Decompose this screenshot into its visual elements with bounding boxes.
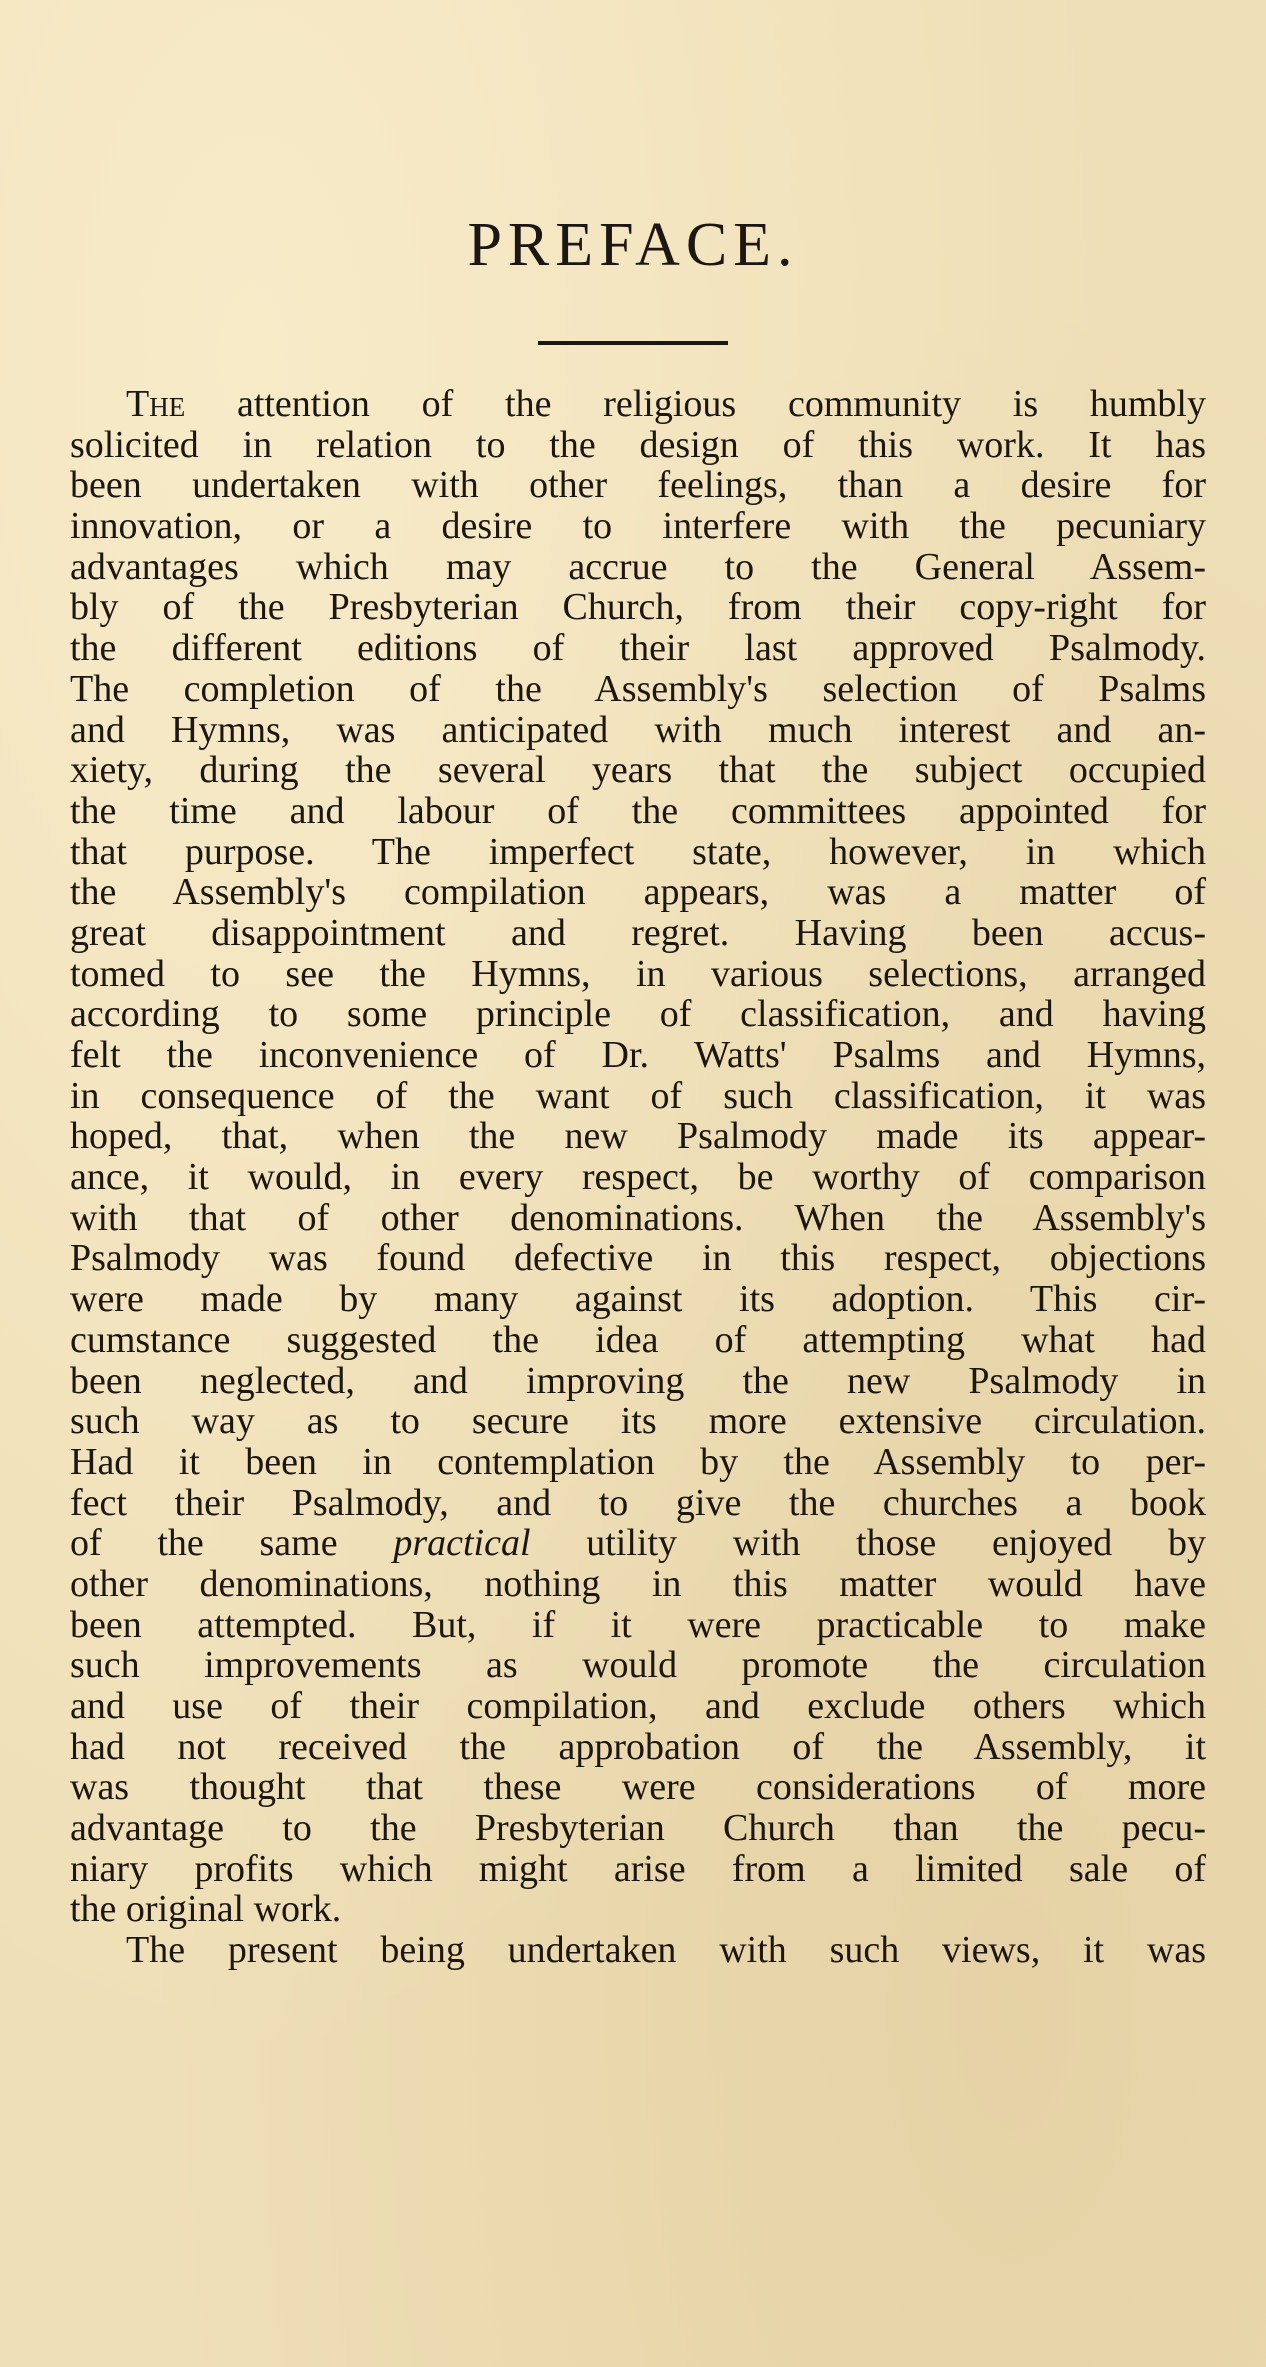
text-line: bly of the Presbyterian Church, from their copy-right for (70, 587, 1206, 629)
text-line: tomed to see the Hymns, in various selections, arranged (70, 953, 1206, 995)
text-line: been undertaken with other feelings, than a desire for (70, 465, 1206, 507)
text-line: Had it been in contemplation by the Assembly to per- (70, 1441, 1206, 1483)
text-line: been neglected, and improving the new Psalmody in (70, 1360, 1206, 1402)
text-line: felt the inconvenience of Dr. Watts' Psalms and Hymns, (70, 1035, 1206, 1076)
text-line: ance, it would, in every respect, be worthy of comparison (70, 1157, 1206, 1198)
text-line: cumstance suggested the idea of attempting what had (70, 1319, 1206, 1361)
drop-word: The (126, 384, 237, 425)
text-line: were made by many against its adoption. This cir- (70, 1279, 1206, 1320)
text-line: the original work. (70, 1889, 342, 1931)
text-line: great disappointment and regret. Having been accus- (70, 912, 1206, 954)
text-line: with that of other denominations. When the Assembly's (70, 1197, 1206, 1239)
text-line: such way as to secure its more extensive circulation. (70, 1401, 1206, 1442)
text-line: hoped, that, when the new Psalmody made its appear- (70, 1116, 1206, 1158)
text-line: The completion of the Assembly's selection of Psalms (70, 668, 1206, 710)
text-line: according to some principle of classification, and having (70, 994, 1206, 1035)
page-title: PREFACE. (467, 211, 799, 279)
text-line: advantage to the Presbyterian Church than the pecu- (70, 1808, 1206, 1849)
text-line: the different editions of their last approved Psalmody. (70, 628, 1206, 669)
text-line: was thought that these were considerations of more (70, 1767, 1206, 1809)
text-line: the Assembly's compilation appears, was a matter of (70, 872, 1206, 913)
text-line: fect their Psalmody, and to give the churches a book (70, 1482, 1206, 1524)
emphasis-word: practical (393, 1523, 531, 1564)
text-line: in consequence of the want of such classification, it was (70, 1075, 1206, 1117)
text-line: advantages which may accrue to the General Assem- (70, 546, 1206, 588)
text-line: other denominations, nothing in this matter would have (70, 1563, 1206, 1605)
text-line: been attempted. But, if it were practicable to make (70, 1604, 1206, 1646)
text-line: innovation, or a desire to interfere with the pecuniary (70, 506, 1206, 547)
text-line: and use of their compilation, and exclude others which (70, 1686, 1206, 1727)
text-line: Psalmody was found defective in this respect, objections (70, 1238, 1206, 1280)
text-line: The present being undertaken with such views, it was (126, 1930, 1206, 1971)
preface-body (70, 384, 1206, 1971)
text-line: that purpose. The imperfect state, however, in which (70, 831, 1206, 873)
text-line: The attention of the religious community is humbly (126, 384, 1206, 425)
title-divider-rule (538, 341, 728, 345)
text-line: such improvements as would promote the circulation (70, 1645, 1206, 1686)
text-line: solicited in relation to the design of this work. It has (70, 424, 1206, 466)
text-line: and Hymns, was anticipated with much interest and an- (70, 709, 1206, 751)
text-line: had not received the approbation of the Assembly, it (70, 1726, 1206, 1768)
text-line: of the same practical utility with those enjoyed by (70, 1523, 1206, 1564)
text-line: xiety, during the several years that the subject occupied (70, 750, 1206, 791)
text-line: niary profits which might arise from a limited sale of (70, 1848, 1206, 1890)
text-line: the time and labour of the committees appointed for (70, 790, 1206, 832)
